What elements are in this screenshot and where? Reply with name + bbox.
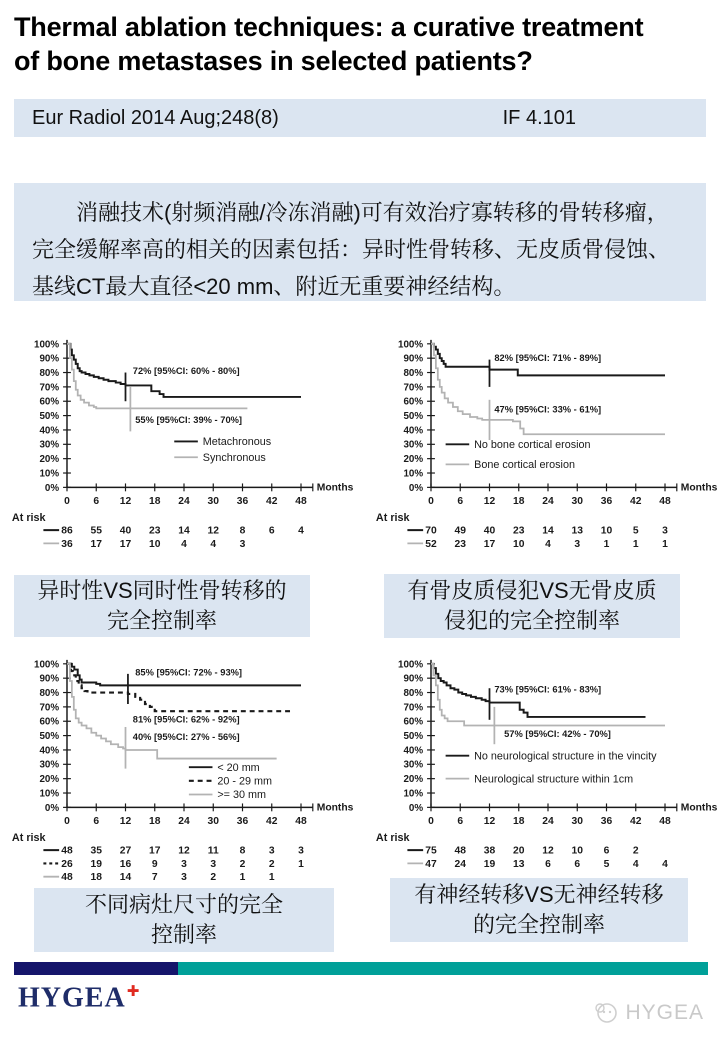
impact-factor: IF 4.101	[502, 106, 576, 129]
svg-text:At risk: At risk	[375, 511, 410, 524]
chart-caption-neurological	[390, 878, 688, 942]
svg-text:0%: 0%	[408, 482, 424, 494]
svg-text:6: 6	[603, 845, 610, 857]
svg-text:0%: 0%	[44, 482, 60, 494]
svg-text:10%: 10%	[403, 468, 424, 480]
svg-text:80%: 80%	[403, 367, 424, 379]
svg-text:4: 4	[210, 538, 217, 550]
svg-text:14: 14	[119, 872, 132, 884]
svg-text:42: 42	[630, 496, 642, 508]
svg-text:12: 12	[483, 496, 496, 508]
svg-text:70%: 70%	[403, 382, 424, 394]
svg-text:3: 3	[298, 845, 304, 857]
caption-line: 完全控制率	[106, 608, 217, 633]
svg-text:30: 30	[207, 496, 219, 508]
page-title-line-2: of bone metastases in selected patients?	[14, 46, 533, 76]
svg-text:8: 8	[239, 525, 246, 537]
svg-text:4: 4	[662, 858, 668, 870]
svg-text:24: 24	[542, 816, 554, 828]
svg-text:100%: 100%	[397, 659, 424, 671]
svg-text:55: 55	[90, 525, 102, 537]
svg-text:100%: 100%	[33, 659, 60, 671]
svg-text:24: 24	[178, 496, 190, 508]
svg-text:12: 12	[483, 816, 496, 828]
svg-text:0%: 0%	[408, 802, 424, 814]
svg-text:4: 4	[545, 538, 551, 550]
svg-text:30%: 30%	[403, 439, 424, 451]
hygea-logo-text: HYGEA	[18, 982, 126, 1014]
svg-text:No neurological structure in t: No neurological structure in the vincity	[474, 750, 657, 763]
svg-text:30: 30	[207, 816, 219, 828]
svg-text:30: 30	[571, 816, 583, 828]
svg-text:6: 6	[93, 496, 100, 508]
svg-text:< 20 mm: < 20 mm	[217, 761, 260, 774]
svg-text:47: 47	[425, 858, 437, 870]
svg-text:50%: 50%	[403, 731, 424, 743]
svg-text:47% [95%CI: 33% - 61%]: 47% [95%CI: 33% - 61%]	[494, 404, 602, 415]
svg-text:10%: 10%	[39, 788, 60, 800]
svg-text:40%: 40%	[403, 425, 424, 437]
svg-text:57% [95%CI: 42% - 70%]: 57% [95%CI: 42% - 70%]	[504, 729, 611, 740]
svg-text:90%: 90%	[403, 673, 424, 685]
svg-text:90%: 90%	[403, 353, 424, 365]
hygea-logo	[18, 982, 140, 1014]
svg-text:82% [95%CI: 71% - 89%]: 82% [95%CI: 71% - 89%]	[494, 353, 602, 364]
svg-text:0: 0	[428, 496, 434, 508]
svg-text:18: 18	[149, 816, 161, 828]
svg-text:Months: Months	[680, 482, 718, 494]
svg-text:40%: 40%	[403, 745, 424, 757]
svg-text:3: 3	[181, 858, 187, 870]
svg-text:20 - 29 mm: 20 - 29 mm	[217, 775, 272, 788]
svg-text:24: 24	[454, 858, 466, 870]
svg-text:80%: 80%	[39, 687, 60, 699]
svg-text:12: 12	[178, 845, 190, 857]
svg-text:73% [95%CI: 61% - 83%]: 73% [95%CI: 61% - 83%]	[494, 684, 602, 695]
svg-text:18: 18	[513, 816, 525, 828]
svg-text:30%: 30%	[39, 439, 60, 451]
caption-line: 异时性VS同时性骨转移的	[37, 578, 287, 603]
svg-text:48: 48	[295, 496, 307, 508]
footer-bar-navy-segment	[14, 962, 178, 975]
hygea-seal-icon	[593, 1000, 619, 1026]
svg-text:6: 6	[574, 858, 581, 870]
svg-text:23: 23	[513, 525, 525, 537]
svg-text:14: 14	[178, 525, 190, 537]
svg-text:Metachronous: Metachronous	[202, 436, 272, 449]
journal-bar	[14, 99, 706, 137]
journal-reference: Eur Radiol 2014 Aug;248(8)	[32, 106, 279, 129]
svg-text:72% [95%CI: 60% - 80%]: 72% [95%CI: 60% - 80%]	[132, 365, 240, 376]
svg-text:80%: 80%	[403, 687, 424, 699]
svg-text:12: 12	[207, 525, 219, 537]
svg-text:23: 23	[149, 525, 161, 537]
caption-line: 不同病灶尺寸的完全	[84, 892, 283, 917]
svg-text:85% [95%CI: 72% - 93%]: 85% [95%CI: 72% - 93%]	[135, 667, 243, 678]
svg-text:36: 36	[236, 816, 249, 828]
svg-text:6: 6	[93, 816, 100, 828]
svg-text:13: 13	[571, 525, 583, 537]
svg-text:17: 17	[119, 538, 132, 550]
svg-text:49: 49	[454, 525, 466, 537]
svg-text:70%: 70%	[39, 382, 60, 394]
svg-text:4: 4	[632, 858, 639, 870]
svg-text:18: 18	[149, 496, 161, 508]
svg-text:36: 36	[61, 538, 73, 550]
svg-text:40%: 40%	[39, 425, 60, 437]
watermark-text: HYGEA	[625, 1001, 704, 1024]
svg-text:3: 3	[181, 872, 187, 884]
svg-text:70: 70	[425, 525, 437, 537]
svg-text:At risk: At risk	[11, 831, 46, 844]
svg-text:2: 2	[268, 858, 275, 870]
svg-text:10: 10	[600, 525, 613, 537]
svg-text:75: 75	[425, 845, 437, 857]
svg-text:90%: 90%	[39, 353, 60, 365]
svg-text:>= 30 mm: >= 30 mm	[217, 789, 266, 802]
svg-text:60%: 60%	[403, 396, 424, 408]
svg-text:18: 18	[513, 496, 525, 508]
svg-text:0: 0	[64, 496, 70, 508]
svg-text:20: 20	[513, 845, 525, 857]
svg-text:100%: 100%	[33, 339, 60, 351]
svg-text:10: 10	[571, 845, 583, 857]
caption-line: 的完全控制率	[472, 912, 605, 937]
svg-text:86: 86	[61, 525, 73, 537]
caption-line: 有神经转移VS无神经转移	[414, 882, 664, 907]
svg-text:36: 36	[600, 496, 613, 508]
svg-text:48: 48	[454, 845, 466, 857]
svg-text:10%: 10%	[403, 788, 424, 800]
svg-text:42: 42	[266, 496, 278, 508]
svg-text:70%: 70%	[39, 702, 60, 714]
svg-text:20%: 20%	[403, 454, 424, 466]
svg-text:1: 1	[239, 872, 246, 884]
svg-text:40%: 40%	[39, 745, 60, 757]
svg-text:24: 24	[178, 816, 190, 828]
svg-text:12: 12	[119, 496, 132, 508]
svg-text:60%: 60%	[403, 716, 424, 728]
svg-text:Synchronous: Synchronous	[202, 451, 266, 464]
caption-line: 控制率	[150, 922, 217, 947]
svg-text:20%: 20%	[39, 774, 60, 786]
svg-text:38: 38	[483, 845, 496, 857]
svg-text:Months: Months	[316, 802, 354, 814]
svg-text:50%: 50%	[39, 411, 60, 423]
svg-text:90%: 90%	[39, 673, 60, 685]
km-chart-metachronous-vs-synchronous	[8, 330, 360, 571]
footer-bar-teal-segment	[178, 962, 708, 975]
svg-text:8: 8	[239, 845, 246, 857]
svg-text:36: 36	[600, 816, 613, 828]
svg-text:12: 12	[119, 816, 132, 828]
svg-text:50%: 50%	[403, 411, 424, 423]
svg-text:27: 27	[119, 845, 132, 857]
svg-text:81% [95%CI: 62% - 92%]: 81% [95%CI: 62% - 92%]	[132, 714, 240, 725]
svg-text:30%: 30%	[403, 759, 424, 771]
svg-text:6: 6	[457, 816, 464, 828]
svg-text:30: 30	[571, 496, 583, 508]
svg-text:48: 48	[659, 816, 671, 828]
svg-text:40: 40	[119, 525, 132, 537]
svg-text:10: 10	[513, 538, 525, 550]
svg-text:42: 42	[630, 816, 642, 828]
svg-text:23: 23	[454, 538, 466, 550]
red-cross-icon: ✚	[126, 982, 141, 1000]
svg-text:16: 16	[119, 858, 132, 870]
svg-text:70%: 70%	[403, 702, 424, 714]
svg-text:24: 24	[542, 496, 554, 508]
svg-text:6: 6	[268, 525, 275, 537]
caption-line: 有骨皮质侵犯VS无骨皮质	[407, 578, 657, 603]
svg-text:5: 5	[603, 858, 610, 870]
svg-text:18: 18	[90, 872, 102, 884]
svg-text:17: 17	[483, 538, 496, 550]
svg-text:5: 5	[632, 525, 639, 537]
svg-text:50%: 50%	[39, 731, 60, 743]
km-chart-lesion-size	[8, 650, 360, 891]
svg-text:35: 35	[90, 845, 102, 857]
svg-text:11: 11	[207, 845, 219, 857]
svg-text:1: 1	[603, 538, 610, 550]
svg-text:42: 42	[266, 816, 278, 828]
svg-text:48: 48	[61, 872, 73, 884]
svg-text:100%: 100%	[397, 339, 424, 351]
svg-text:48: 48	[295, 816, 307, 828]
svg-text:30%: 30%	[39, 759, 60, 771]
svg-text:At risk: At risk	[11, 511, 46, 524]
svg-text:1: 1	[632, 538, 639, 550]
chart-caption-cortical-erosion	[384, 574, 680, 638]
svg-text:40% [95%CI: 27% - 56%]: 40% [95%CI: 27% - 56%]	[132, 731, 240, 742]
summary-text: 消融技术(射频消融/冷冻消融)可有效治疗寡转移的骨转移瘤，完全缓解率高的相关的因素包括：异时性骨转移、无皮质骨侵蚀、基线CT最大直径<20 mm、附近无重要神经结构。	[32, 200, 671, 299]
svg-text:60%: 60%	[39, 716, 60, 728]
svg-text:2: 2	[632, 845, 639, 857]
svg-text:0: 0	[64, 816, 70, 828]
svg-text:10: 10	[149, 538, 161, 550]
svg-text:14: 14	[542, 525, 554, 537]
svg-text:2: 2	[239, 858, 246, 870]
svg-text:9: 9	[151, 858, 158, 870]
svg-text:Neurological structure within: Neurological structure within 1cm	[474, 773, 634, 786]
svg-text:10%: 10%	[39, 468, 60, 480]
svg-text:3: 3	[268, 845, 275, 857]
summary-box	[14, 183, 706, 301]
caption-line: 侵犯的完全控制率	[443, 608, 620, 633]
svg-text:No bone cortical erosion: No bone cortical erosion	[474, 439, 591, 452]
svg-text:36: 36	[236, 496, 249, 508]
svg-text:3: 3	[662, 525, 668, 537]
svg-text:52: 52	[425, 538, 437, 550]
svg-text:6: 6	[457, 496, 464, 508]
svg-text:At risk: At risk	[375, 831, 410, 844]
svg-text:13: 13	[513, 858, 525, 870]
svg-text:7: 7	[151, 872, 158, 884]
svg-text:Months: Months	[316, 482, 354, 494]
svg-text:55% [95%CI: 39% - 70%]: 55% [95%CI: 39% - 70%]	[135, 414, 243, 425]
svg-text:4: 4	[298, 525, 304, 537]
svg-text:4: 4	[181, 538, 187, 550]
svg-text:Months: Months	[680, 802, 718, 814]
svg-text:1: 1	[268, 872, 275, 884]
svg-text:3: 3	[574, 538, 581, 550]
svg-text:12: 12	[542, 845, 554, 857]
km-chart-neurological-structure	[372, 650, 720, 891]
svg-text:26: 26	[61, 858, 73, 870]
svg-text:19: 19	[90, 858, 102, 870]
svg-text:3: 3	[210, 858, 217, 870]
svg-text:40: 40	[483, 525, 496, 537]
svg-text:Bone cortical erosion: Bone cortical erosion	[474, 459, 575, 472]
svg-text:6: 6	[545, 858, 551, 870]
svg-text:19: 19	[483, 858, 496, 870]
svg-text:20%: 20%	[39, 454, 60, 466]
svg-text:0%: 0%	[44, 802, 60, 814]
svg-text:1: 1	[298, 858, 304, 870]
svg-text:2: 2	[210, 872, 217, 884]
svg-text:0: 0	[428, 816, 434, 828]
svg-text:48: 48	[61, 845, 73, 857]
svg-text:60%: 60%	[39, 396, 60, 408]
svg-text:48: 48	[659, 496, 671, 508]
chart-caption-lesion-size	[34, 888, 334, 952]
watermark	[593, 1000, 704, 1026]
km-chart-bone-cortical-erosion	[372, 330, 720, 571]
page-title-line-1: Thermal ablation techniques: a curative treatment	[14, 12, 644, 42]
chart-caption-metachronous	[14, 575, 310, 637]
svg-text:17: 17	[149, 845, 161, 857]
svg-text:3: 3	[239, 538, 246, 550]
svg-text:20%: 20%	[403, 774, 424, 786]
page-title	[14, 10, 714, 78]
svg-text:1: 1	[662, 538, 668, 550]
svg-text:80%: 80%	[39, 367, 60, 379]
svg-text:17: 17	[90, 538, 102, 550]
